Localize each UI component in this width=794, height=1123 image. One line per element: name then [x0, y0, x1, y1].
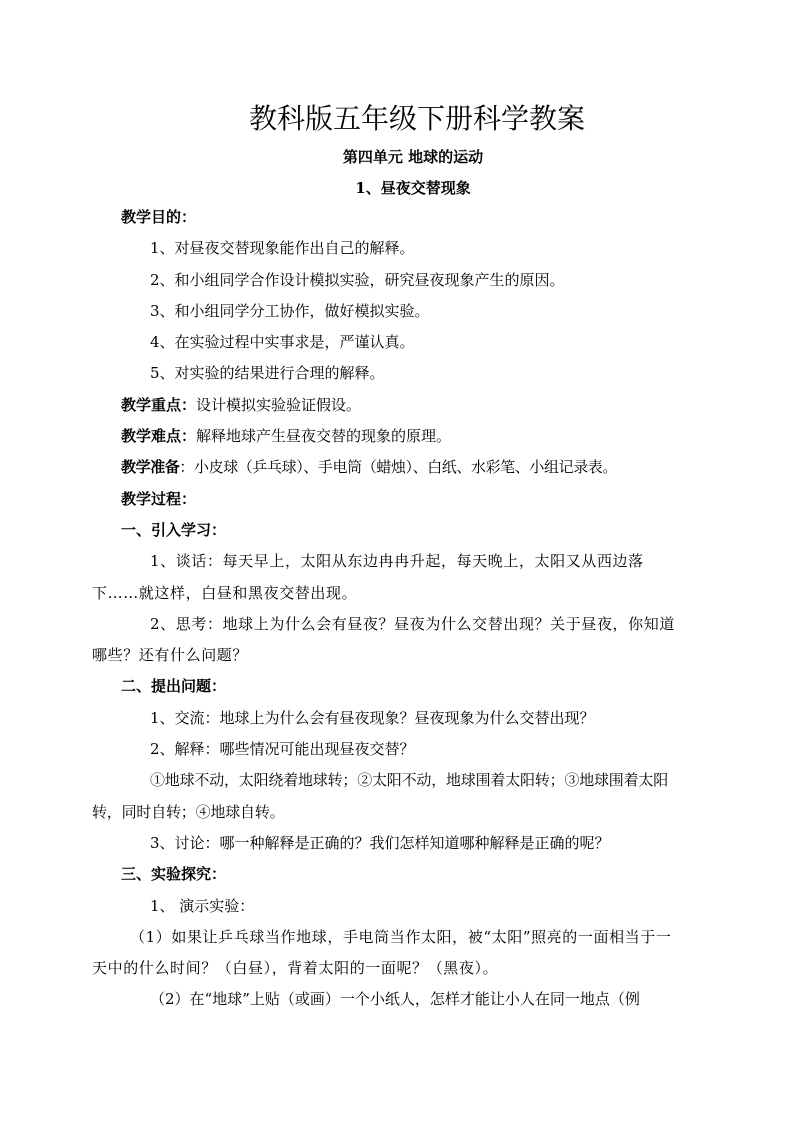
section-heading: 一、引入学习： [121, 520, 227, 539]
document-body [92, 202, 681, 1016]
paragraph: （1）如果让乒乓球当作地球，手电筒当作太阳，被“太阳”照亮的一面相当于一天中的什么时间？（白昼），背着太阳的一面呢？（黑夜）。 [92, 927, 672, 978]
focus-label: 教学重点： [121, 395, 197, 414]
section-heading: 三、实验探究： [121, 865, 227, 884]
paragraph: 1、谈话：每天早上，太阳从东边冉冉升起，每天晚上，太阳又从西边落下……就这样，白昼和黑夜交替出现。 [92, 552, 644, 602]
unit-heading: 第四单元 地球的运动 [342, 148, 484, 166]
objectives-heading: 教学目的： [121, 208, 197, 226]
prep-text: ：小皮球（乒乓球）、手电筒（蜡烛）、白纸、水彩笔、小组记录表。 [179, 458, 618, 477]
paragraph: 1、 演示实验： [150, 896, 255, 915]
paragraph: 2、思考：地球上为什么会有昼夜？昼夜为什么交替出现？关于昼夜，你知道哪些？还有什么问题？ [92, 614, 675, 665]
focus-line [121, 390, 681, 421]
lesson-heading: 1、昼夜交替现象 [355, 179, 471, 197]
paragraph: ①地球不动，太阳绕着地球转；②太阳不动，地球围着太阳转；③地球围着太阳转，同时自转；④地球自转。 [92, 771, 669, 821]
paragraph: （2）在“地球”上贴（或画）一个小纸人，怎样才能让小人在同一地点（例 [150, 990, 640, 1009]
prep-label: 教学准备 [121, 458, 180, 477]
objective-item: 2、和小组同学合作设计模拟实验，研究昼夜现象产生的原因。 [150, 270, 565, 289]
prep-line [121, 452, 681, 483]
objective-item: 1、对昼夜交替现象能作出自己的解释。 [150, 239, 415, 258]
difficulty-label: 教学难点： [121, 427, 197, 446]
difficulty-text: 解释地球产生昼夜交替的现象的原理。 [196, 427, 452, 446]
section-heading: 二、提出问题： [121, 677, 227, 696]
document-title: 教科版五年级下册科学教案 [248, 102, 585, 135]
objective-item: 3、和小组同学分工协作，做好模拟实验。 [150, 301, 430, 320]
paragraph: 3、讨论：哪一种解释是正确的？我们怎样知道哪种解释是正确的呢？ [150, 833, 610, 852]
objective-item: 5、对实验的结果进行合理的解释。 [150, 364, 385, 383]
difficulty-line [121, 421, 681, 452]
paragraph: 2、解释：哪些情况可能出现昼夜交替？ [150, 740, 415, 759]
paragraph: 1、交流：地球上为什么会有昼夜现象？昼夜现象为什么交替出现？ [150, 708, 595, 727]
objective-item: 4、在实验过程中实事求是，严谨认真。 [150, 333, 415, 352]
focus-text: 设计模拟实验验证假设。 [196, 395, 362, 414]
process-heading: 教学过程： [121, 489, 197, 508]
